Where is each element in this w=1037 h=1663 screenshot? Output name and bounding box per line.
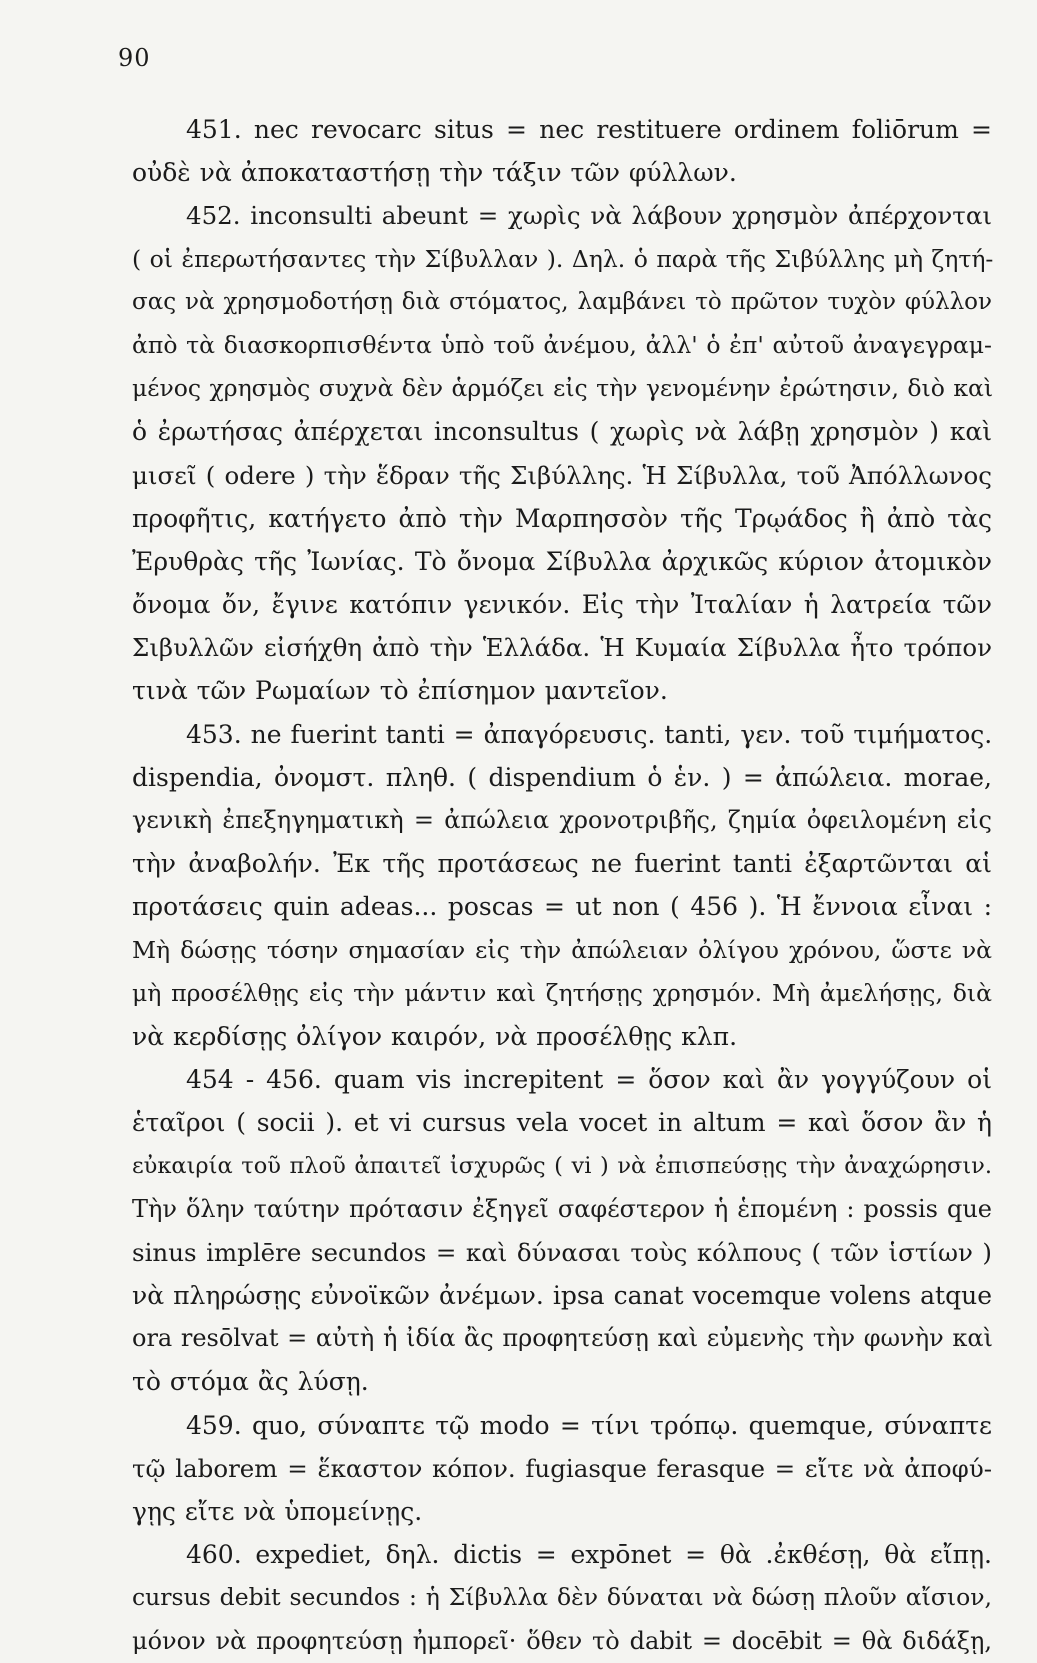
text-line: μόνον νὰ προφητεύσῃ ἠμπορεῖ· ὅθεν τὸ dabit = docēbit = θὰ διδάξῃ, xyxy=(132,1626,992,1655)
text-line: οὐδὲ νὰ ἀποκαταστήσῃ τὴν τάξιν τῶν φύλλων. xyxy=(132,158,737,188)
text-line: cursus debit secundos : ἡ Σίβυλλα δὲν δύναται νὰ δώσῃ πλοῦν αἴσιον, xyxy=(132,1583,992,1612)
text-line: τῷ laborem = ἕκαστον κόπον. fugiasque ferasque = εἴτε νὰ ἀποφύ- xyxy=(132,1453,992,1483)
text-line: μένος χρησμὸς συχνὰ δὲν ἁρμόζει εἰς τὴν γενομένην ἐρώτησιν, διὸ καὶ xyxy=(132,374,994,403)
text-line: ὄνομα ὄν, ἔγινε κατόπιν γενικόν. Εἰς τὴν Ἰταλίαν ἡ λατρεία τῶν xyxy=(132,590,992,620)
text-line: ora resōlvat = αὐτὴ ἡ ἰδία ἂς προφητεύσῃ καὶ εὐμενὴς τὴν φωνὴν καὶ xyxy=(132,1324,993,1353)
text-line: τινὰ τῶν Ρωμαίων τὸ ἐπίσημον μαντεῖον. xyxy=(132,676,668,706)
text-line: νὰ πληρώσῃς εὐνοϊκῶν ἀνέμων. ipsa canat vocemque volens atque xyxy=(132,1281,992,1311)
text-line: νὰ κερδίσῃς ὀλίγον καιρόν, νὰ προσέλθῃς κλπ. xyxy=(132,1021,738,1051)
text-line: Μὴ δώσῃς τόσην σημασίαν εἰς τὴν ἀπώλειαν ὀλίγου χρόνου, ὥστε νὰ xyxy=(132,935,992,964)
text-line: ἑταῖροι ( socii ). et vi cursus vela vocet in altum = καὶ ὅσον ἂν ἡ xyxy=(132,1108,992,1138)
text-line: 453. ne fuerint tanti = ἀπαγόρευσις. tanti, γεν. τοῦ τιμήματος. xyxy=(186,719,993,749)
text-line: Σιβυλλῶν εἰσήχθη ἀπὸ τὴν Ἑλλάδα. Ἡ Κυμαία Σίβυλλα ἦτο τρόπον xyxy=(132,633,992,663)
text-line: 454 - 456. quam vis increpitent = ὅσον καὶ ἂν γογγύζουν οἱ xyxy=(186,1065,992,1095)
text-line: μὴ προσέλθῃς εἰς τὴν μάντιν καὶ ζητήσῃς χρησμόν. Μὴ ἀμελήσῃς, διὰ xyxy=(132,978,992,1007)
text-line: ἀπὸ τὰ διασκορπισθέντα ὑπὸ τοῦ ἀνέμου, ἀλλ' ὁ ἐπ' αὐτοῦ ἀναγεγραμ- xyxy=(132,330,992,359)
text-line: Ἐρυθρὰς τῆς Ἰωνίας. Τὸ ὄνομα Σίβυλλα ἀρχικῶς κύριον ἀτομικὸν xyxy=(132,546,992,576)
text-line: Τὴν ὅλην ταύτην πρότασιν ἐξηγεῖ σαφέστερον ἡ ἑπομένη : possis que xyxy=(132,1194,992,1223)
text-line: εὐκαιρία τοῦ πλοῦ ἀπαιτεῖ ἰσχυρῶς ( vi ) νὰ ἐπισπεύσῃς τὴν ἀναχώρησιν. xyxy=(132,1152,992,1179)
text-line: ὁ ἐρωτήσας ἀπέρχεται inconsultus ( χωρὶς νὰ λάβῃ χρησμὸν ) καὶ xyxy=(132,417,992,447)
text-line: προφῆτις, κατήγετο ἀπὸ τὴν Μαρπησσὸν τῆς Τρῳάδος ἢ ἀπὸ τὰς xyxy=(132,503,992,533)
text-line: τὸ στόμα ἂς λύσῃ. xyxy=(132,1367,369,1397)
text-line: 451. nec revocarc situs = nec restituere ordinem foliōrum = xyxy=(186,115,992,144)
page-number: 90 xyxy=(118,44,151,72)
text-line: 452. inconsulti abeunt = χωρὶς νὰ λάβουν χρησμὸν ἀπέρχονται xyxy=(186,201,992,231)
text-line: sinus implēre secundos = καὶ δύνασαι τοὺς κόλπους ( τῶν ἱστίων ) xyxy=(132,1237,992,1267)
text-line: τὴν ἀναβολήν. Ἐκ τῆς προτάσεως ne fuerint tanti ἐξαρτῶνται αἱ xyxy=(132,849,992,879)
text-line: ( οἱ ἐπερωτήσαντες τὴν Σίβυλλαν ). Δηλ. ὁ παρὰ τῆς Σιβύλλης μὴ ζητή- xyxy=(132,244,994,273)
commentary-text xyxy=(132,108,992,1663)
text-line: 460. expediet, δηλ. dictis = expōnet = θὰ .ἐκθέσῃ, θὰ εἴπῃ. xyxy=(186,1540,992,1570)
text-line: προτάσεις quin adeas... poscas = ut non ( 456 ). Ἡ ἔννοια εἶναι : xyxy=(132,892,992,922)
text-line: μισεῖ ( odere ) τὴν ἕδραν τῆς Σιβύλλης. Ἡ Σίβυλλα, τοῦ Ἀπόλλωνος xyxy=(132,460,992,490)
text-line: γενικὴ ἐπεξηγηματικὴ = ἀπώλεια χρονοτριβῆς, ζημία ὀφειλομένη εἰς xyxy=(132,806,992,834)
text-line: σας νὰ χρησμοδοτήσῃ διὰ στόματος, λαμβάνει τὸ πρῶτον τυχὸν φύλλον xyxy=(132,288,992,315)
text-line: 459. quo, σύναπτε τῷ modo = τίνι τρόπῳ. quemque, σύναπτε xyxy=(186,1410,992,1440)
text-line: dispendia, ὀνομστ. πληθ. ( dispendium ὁ ἑν. ) = ἀπώλεια. morae, xyxy=(132,762,992,792)
text-line: γῃς εἴτε νὰ ὑπομείνῃς. xyxy=(132,1497,423,1526)
